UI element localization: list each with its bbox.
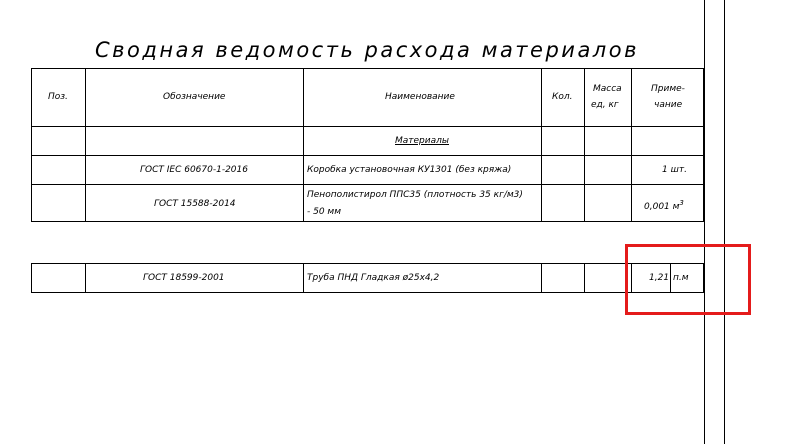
column-divider	[303, 68, 304, 222]
row-1-name: Коробка установочная КУ1301 (без кряжа)	[307, 165, 512, 175]
row-line	[31, 184, 704, 185]
header-mass-line2: ед, кг	[591, 100, 619, 110]
column-divider	[85, 68, 86, 222]
table-border-top	[31, 68, 704, 69]
header-note-line1: Приме-	[651, 84, 685, 94]
lower-row-bottom-line	[31, 292, 704, 293]
table-border-bottom	[31, 221, 704, 222]
header-pos: Поз.	[48, 92, 68, 102]
section-label: Материалы	[395, 136, 449, 146]
lower-row-unit: п.м	[673, 273, 689, 283]
lower-column-divider	[85, 263, 86, 293]
lower-row-left-border	[31, 263, 32, 293]
lower-row-value: 1,21	[649, 273, 670, 283]
row-2-designation: ГОСТ 15588-2014	[154, 199, 236, 209]
row-1-note: 1 шт.	[662, 165, 687, 175]
frame-line-right-inner	[704, 0, 705, 444]
column-divider	[631, 68, 632, 222]
row-2-note-superscript: 3	[679, 199, 684, 207]
row-2-note-value: 0,001 м	[644, 202, 680, 212]
row-2-name-line1: Пенополистирол ППС35 (плотность 35 кг/м3)	[307, 190, 523, 200]
frame-line-right-outer	[724, 0, 725, 444]
header-designation: Обозначение	[163, 92, 226, 102]
header-note-line2: чание	[654, 100, 683, 110]
row-1-designation: ГОСТ IEC 60670-1-2016	[140, 165, 248, 175]
lower-column-divider	[303, 263, 304, 293]
lower-column-divider	[541, 263, 542, 293]
row-2-note	[644, 200, 684, 212]
lower-row-name: Труба ПНД Гладкая ø25х4,2	[307, 273, 440, 283]
column-divider	[541, 68, 542, 222]
lower-column-divider	[584, 263, 585, 293]
row-line	[31, 155, 704, 156]
lower-row-top-line	[31, 263, 704, 264]
header-name: Наименование	[385, 92, 455, 102]
sheet-title: Сводная ведомость расхода материалов	[95, 38, 639, 62]
table-border-left	[31, 68, 32, 222]
header-mass-line1: Масса	[593, 84, 622, 94]
row-2-name-line2: - 50 мм	[307, 207, 342, 217]
header-bottom-line	[31, 126, 704, 127]
lower-row-designation: ГОСТ 18599-2001	[143, 273, 225, 283]
highlight-box	[625, 244, 751, 315]
column-divider	[584, 68, 585, 222]
header-qty: Кол.	[552, 92, 573, 102]
